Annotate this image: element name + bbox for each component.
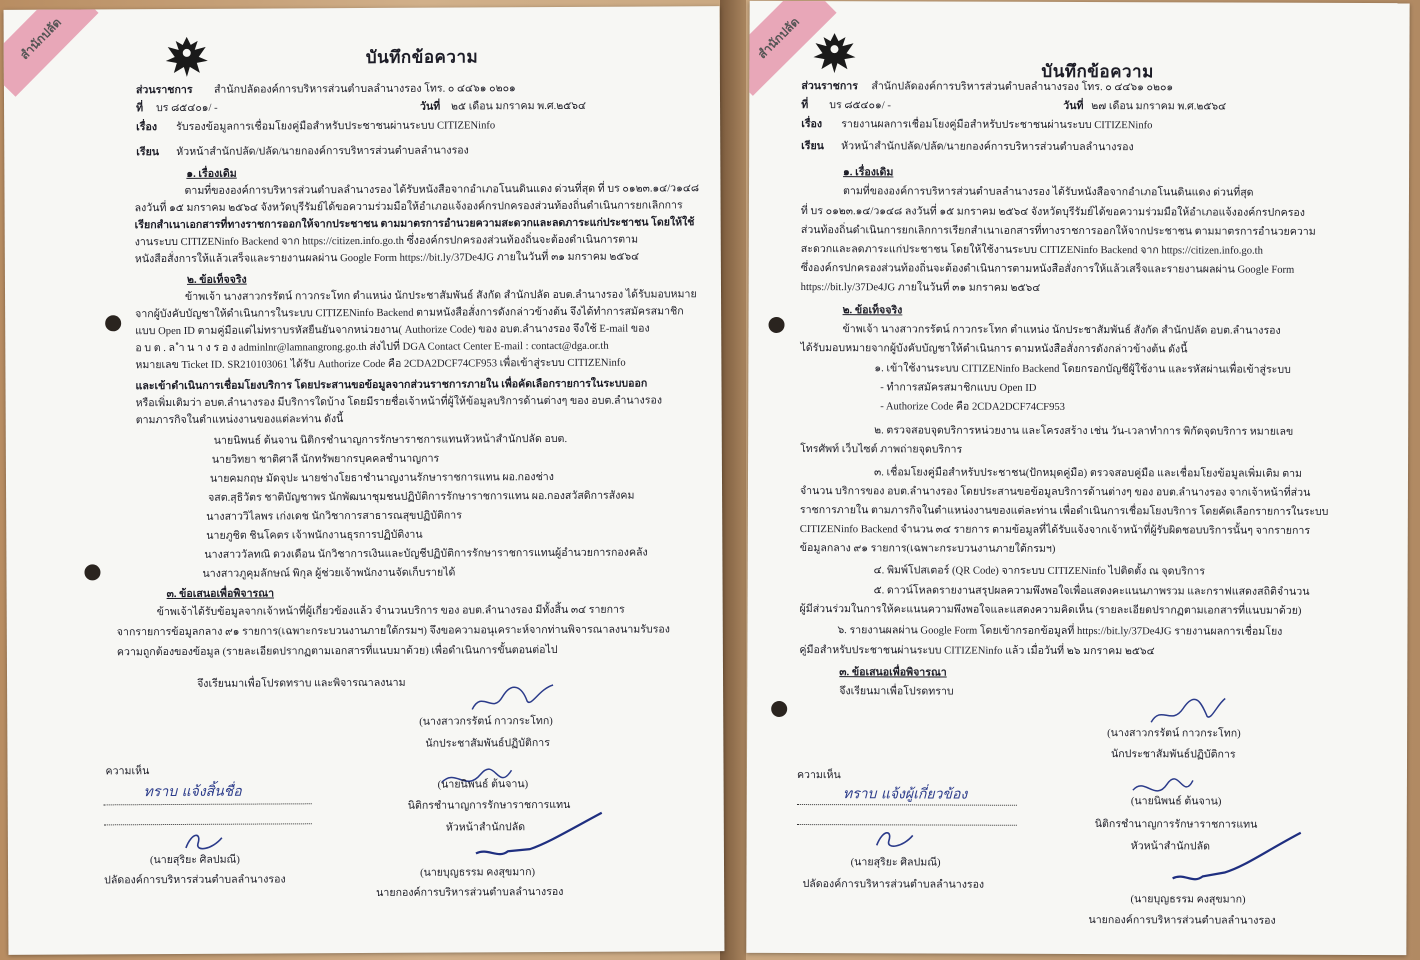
paragraph-line: ส่วนท้องถิ่นดำเนินการยกเลิกการเรียกสำเนาเอกสารที่ทางราชการออกให้จากประชาชน ตามมาตรการอำนวยความ xyxy=(800,225,1316,238)
paragraph-line: และเข้าดำเนินการเชื่อมโยงบริการ โดยประสานขอข้อมูลจากส่วนราชการภายใน เพื่อคัดเลือกรายการในระบบออก xyxy=(135,378,648,393)
paragraph-line: ตามภารกิจในตำแหน่งงานของแต่ละท่าน ดังนี้ xyxy=(135,414,344,427)
paragraph-line: ราชการภายใน ตามภารกิจในตำแหน่งงานของแต่ละท่าน เพื่อดำเนินการเชื่อมโยงบริการ โดยคัดเลือกรายการในระบบ xyxy=(799,505,1329,518)
punch-hole xyxy=(771,701,787,717)
paragraph-line: ความถูกต้องของข้อมูล (รายละเอียดปรากฏตามเอกสารที่แนบมาด้วย) เพื่อดำเนินการขั้นตอนต่อไป xyxy=(116,644,558,659)
paragraph-line: ซึ่งองค์กรปกครองส่วนท้องถิ่นจะต้องดำเนินการตามหนังสือสั่งการให้แล้วเสร็จและรายงานผลผ่าน Google Form xyxy=(800,263,1295,276)
paragraph-line: จำนวน บริการของ อบต.ลำนางรอง โดยประสานขอข้อมูลบริการด้านต่างๆ ของ อบต.ลำนางรอง จากเจ้าหน้าที่ส่วน xyxy=(799,486,1311,499)
paragraph-line: ลงวันที่ ๑๕ มกราคม ๒๕๖๔ จังหวัดบุรีรัมย์ได้ขอความร่วมมือให้อำเภอแจ้งองค์กรปกครองส่วนท้องถิ่นดำเนินการยกเลิกการ xyxy=(134,200,683,215)
staff-item: นายภูชิต ชินโคตร เจ้าพนักงานธุรการปฏิบัติงาน xyxy=(206,529,423,542)
signer-name: (นายบุญธรรม คงสุขมาก) xyxy=(420,867,536,879)
signature-icon xyxy=(1147,692,1227,732)
paragraph-line: เรียกสำเนาเอกสารที่ทางราชการออกให้จากประชาชน ตามมาตรการอำนวยความสะดวกและลดภาระแก่ประชาชน โดยให้ใช้ xyxy=(134,217,695,232)
subject-value: รับรองข้อมูลการเชื่อมโยงคู่มือสำหรับประชาชนผ่านระบบ CITIZENinfo xyxy=(176,120,496,133)
paragraph-line: จากรายการข้อมูลกลาง ๙๑ รายการ(เฉพาะกระบวนงานภายใต้กรมฯ) จึงขอความอนุเคราะห์จากท่านพิจารณาลงนามรับรอง xyxy=(116,624,670,639)
opinion-label: ความเห็น xyxy=(105,766,150,778)
department-stamp: สำนักปลัด xyxy=(4,6,99,97)
section-label: ส่วนราชการ xyxy=(801,81,858,93)
staff-item: นางสาวภูคุมลักษณ์ พิกุล ผู้ช่วยเจ้าพนักงานจัดเก็บรายได้ xyxy=(202,567,456,580)
paragraph-line: - Authorize Code คือ 2CDA2DCF74CF953 xyxy=(880,401,1065,413)
signature-icon xyxy=(467,679,557,719)
to-value: หัวหน้าสำนักปลัด/ปลัด/นายกองค์การบริหารส่วนตำบลลำนางรอง xyxy=(176,145,469,158)
paragraph-line: งานระบบ CITIZENinfo Backend จาก https://citizen.info.go.th ซึ่งองค์กรปกครองส่วนท้องถิ่นจะต้องดำเนินการตาม xyxy=(134,234,639,249)
no-value: บร ๘๕๔๐๑/ - xyxy=(156,102,218,115)
paragraph-line: ได้รับมอบหมายจากผู้บังคับบัญชาให้ดำเนินการ ตามหนังสือสั่งการดังกล่าวข้างต้น ดังนี้ xyxy=(800,343,1188,356)
paragraph-line: ๔. พิมพ์โปสเตอร์ (QR Code) จากระบบ CITIZENinfo ไปติดตั้ง ณ จุดบริการ xyxy=(873,565,1205,578)
table-gap xyxy=(720,0,746,960)
signature-icon xyxy=(1167,826,1307,890)
signer-position: นายกองค์การบริหารส่วนตำบลลำนางรอง xyxy=(376,886,564,899)
paragraph-line: ๑. เข้าใช้งานระบบ CITIZENinfo Backend โดยกรอกบัญชีผู้ใช้งาน และรหัสผ่านเพื่อเข้าสู่ระบบ xyxy=(874,363,1291,376)
to-label: เรียน xyxy=(801,141,824,153)
paragraph-line: ผู้มีส่วนร่วมในการให้คะแนนความพึงพอใจและแสดงความคิดเห็น (รายละเอียดปรากฏตามเอกสารที่แนบมาด้วย) xyxy=(799,604,1302,617)
garuda-emblem-icon xyxy=(809,29,859,77)
paragraph-line: ตามที่ขององค์การบริหารส่วนตำบลลำนางรอง ได้รับหนังสือจากอำเภอโนนดินแดง ด่วนที่สุด ที่ บร ๐๑๒๓.๑๔/ว๑๔๘ xyxy=(184,183,700,197)
memo-sheet-left xyxy=(4,6,725,955)
no-label: ที่ xyxy=(801,100,809,112)
heading-proposal: ๓. ข้อเสนอเพื่อพิจารณา xyxy=(166,588,275,601)
handwritten-opinion: ทราบ แจ้งผู้เกี่ยวข้อง xyxy=(842,786,968,803)
paragraph-line: หรือเพิ่มเติมว่า อบต.ลำนางรอง มีบริการใดบ้าง โดยมีรายชื่อเจ้าหน้าที่ผู้ให้ข้อมูลบริการด้านต่างๆ ของ อบต.ลำนางรอง xyxy=(135,395,663,410)
punch-hole xyxy=(105,315,121,331)
heading-proposal: ๓. ข้อเสนอเพื่อพิจารณา xyxy=(839,667,947,679)
staff-item: นายวิทยา ชาติศาลี นักทรัพยากรบุคคลชำนาญการ xyxy=(211,453,440,466)
section-value: สำนักปลัดองค์การบริหารส่วนตำบลลำนางรอง โทร. ๐ ๔๔๖๑ ๐๒๐๑ xyxy=(871,81,1174,94)
signature-icon xyxy=(178,824,228,858)
paragraph-line: คู่มือสำหรับประชาชนผ่านระบบ CITIZENinfo แล้ว เมื่อวันที่ ๒๖ มกราคม ๒๕๖๔ xyxy=(799,645,1155,658)
staff-item: นายนิพนธ์ ต้นจาน นิติกรชำนาญการรักษาราชการแทนหัวหน้าสำนักปลัด อบต. xyxy=(213,433,568,447)
subject-value: รายงานผลการเชื่อมโยงคู่มือสำหรับประชาชนผ่านระบบ CITIZENinfo xyxy=(841,119,1153,132)
signer-name: (นายบุญธรรม คงสุขมาก) xyxy=(1130,894,1246,906)
to-label: เรียน xyxy=(136,147,160,159)
paragraph-line: ๕. ดาวน์โหลดรายงานสรุปผลความพึงพอใจเพื่อแสดงคะแนนภาพรวม และกราฟแสดงสถิติจำนวน xyxy=(873,585,1310,598)
paragraph-line: ๒. ตรวจสอบจุดบริการหน่วยงาน และโครงสร้าง เช่น วัน-เวลาทำการ พิกัดจุดบริการ หมายเลข xyxy=(874,425,1294,438)
subject-label: เรื่อง xyxy=(801,119,823,131)
paragraph-line: - ทำการสมัครสมาชิกแบบ Open ID xyxy=(880,382,1037,394)
heading-facts: ๒. ข้อเท็จจริง xyxy=(186,274,247,286)
signer-position: หัวหน้าสำนักปลัด xyxy=(445,822,526,834)
signer-position: ปลัดองค์การบริหารส่วนตำบลลำนางรอง xyxy=(802,879,985,891)
opinion-line xyxy=(797,804,1017,806)
paragraph-line: ข้อมูลกลาง ๙๑ รายการ(เฉพาะกระบวนงานภายใต้กรมฯ) xyxy=(799,543,1056,555)
department-stamp: สำนักปลัด xyxy=(746,1,836,96)
opinion-line xyxy=(104,803,312,805)
signature-icon xyxy=(869,821,919,855)
date-label: วันที่ xyxy=(420,101,441,113)
paragraph-line: ๖. รายงานผลผ่าน Google Form โดยเข้ากรอกข้อมูลที่ https://bit.ly/37De4JG รายงานผลการเชื่อมโยง xyxy=(837,625,1283,638)
punch-hole xyxy=(84,564,100,580)
garuda-emblem-icon xyxy=(162,33,212,81)
memo-title: บันทึกข้อความ xyxy=(365,47,479,67)
heading-background: ๑. เรื่องเดิม xyxy=(186,168,237,180)
paragraph-line: อ บ ต . ล ำ น า ง ร อ ง adminlnr@lamnangrong.go.th ส่งไปที่ DGA Contact Center E-mail : contact@dga.or.th xyxy=(135,340,609,355)
to-value: หัวหน้าสำนักปลัด/ปลัด/นายกองค์การบริหารส่วนตำบลลำนางรอง xyxy=(841,141,1134,154)
date-value: ๒๗ เดือน มกราคม พ.ศ.๒๕๖๔ xyxy=(1091,101,1227,113)
paragraph-line: ๓. เชื่อมโยงคู่มือสำหรับประชาชน(ปักหมุดคู่มือ) ตรวจสอบคู่มือ และเชื่อมโยงข้อมูลเพิ่มเติม ตาม xyxy=(873,467,1303,480)
signer-position: ปลัดองค์การบริหารส่วนตำบลลำนางรอง xyxy=(104,874,286,887)
punch-hole xyxy=(769,317,785,333)
signer-position: นักประชาสัมพันธ์ปฏิบัติการ xyxy=(1111,749,1236,761)
staff-item: นางสาววัลทณิ ดวงเดือน นักวิชาการเงินและบัญชีปฏิบัติการรักษาราชการแทนผู้อำนวยการกองคลัง xyxy=(204,547,648,561)
handwritten-opinion: ทราบ แจ้งสิ้นชื่อ xyxy=(143,783,242,801)
signer-name: (นายนิพนธ์ ต้นจาน) xyxy=(1130,796,1222,808)
paragraph-line: จากผู้บังคับบัญชาให้ดำเนินการในระบบ CITIZENinfo Backend ตามหนังสือสั่งการดังกล่าวข้างต้น จึงได้ทำการสมัครสมาชิก xyxy=(135,306,684,321)
paragraph-line: ที่ บร ๐๑๒๓.๑๔/ว๑๔๘ ลงวันที่ ๑๕ มกราคม ๒๕๖๔ จังหวัดบุรีรัมย์ได้ขอความร่วมมือให้อำเภอแจ้งองค์กรปกครอง xyxy=(800,206,1305,219)
signer-name: (นายสุริยะ ศิลปมณี) xyxy=(149,854,240,867)
paragraph-line: ข้าพเจ้า นางสาวกรรัตน์ กาวกระโทก ตำแหน่ง นักประชาสัมพันธ์ สังกัด สำนักปลัด อบต.ลำนางรอง ได้รับมอบหมาย xyxy=(185,289,697,303)
signer-position: นายกองค์การบริหารส่วนตำบลลำนางรอง xyxy=(1088,915,1276,927)
staff-item: นางสาววิไลพร เก่งเดช นักวิชาการสาธารณสุขปฏิบัติการ xyxy=(206,510,462,523)
paragraph-line: หมายเลข Ticket ID. SR210103061 ได้รับ Authorize Code คือ 2CDA2DCF74CF953 เพื่อเข้าสู่ระบบ CITIZENinfo xyxy=(135,357,626,372)
paragraph-line: สะดวกและลดภาระแก่ประชาชน โดยให้ใช้งานระบบ CITIZENinfo Backend จาก https://citizen.info.go.th xyxy=(800,244,1263,257)
opinion-label: ความเห็น xyxy=(796,770,841,782)
closing-line: จึงเรียนมาเพื่อโปรดทราบ xyxy=(839,686,954,698)
paragraph-line: CITIZENinfo Backend จำนวน ๓๔ รายการ ตามข้อมูลที่ได้รับแจ้งจากเจ้าหน้าที่ผู้รับผิดชอบบริการนั้นๆ จากรายการ xyxy=(799,524,1311,537)
subject-label: เรื่อง xyxy=(136,122,158,134)
paragraph-line: หนังสือสั่งการให้แล้วเสร็จและรายงานผลผ่าน Google Form https://bit.ly/37De4JG ภายในวันที่ ๓๑ มกราคม ๒๕๖๔ xyxy=(134,251,640,266)
signer-name: (นายนิพนธ์ ต้นจาน) xyxy=(437,779,529,791)
signer-position: นิติกรชำนาญการรักษาราชการแทน xyxy=(407,799,571,812)
no-label: ที่ xyxy=(136,103,144,115)
section-label: ส่วนราชการ xyxy=(135,84,193,97)
signer-name: (นางสาวกรรัตน์ กาวกระโทก) xyxy=(1107,728,1241,740)
closing-line: จึงเรียนมาเพื่อโปรดทราบ และพิจารณาลงนาม xyxy=(197,677,406,690)
signer-name: (นางสาวกรรัตน์ กาวกระโทก) xyxy=(419,716,553,728)
heading-facts: ๒. ข้อเท็จจริง xyxy=(842,305,903,317)
paragraph-line: ตามที่ขององค์การบริหารส่วนตำบลลำนางรอง ได้รับหนังสือจากอำเภอโนนดินแดง ด่วนที่สุด xyxy=(842,186,1254,199)
signer-position: นักประชาสัมพันธ์ปฏิบัติการ xyxy=(425,738,550,750)
paragraph-line: ข้าพเจ้า นางสาวกรรัตน์ กาวกระโทก ตำแหน่ง นักประชาสัมพันธ์ สังกัด สำนักปลัด อบต.ลำนางรอง xyxy=(842,324,1281,337)
signer-name: (นายสุริยะ ศิลปมณี) xyxy=(850,857,941,869)
no-value: บร ๘๕๔๐๑/ - xyxy=(829,100,891,112)
date-label: วันที่ xyxy=(1063,100,1084,113)
paragraph-line: ข้าพเจ้าได้รับข้อมูลจากเจ้าหน้าที่ผู้เกี่ยวข้องแล้ว จำนวนบริการ ของ อบต.ลำนางรอง มีทั้งสิ้น ๓๔ รายการ xyxy=(156,604,625,619)
paragraph-line: โทรศัพท์ เว็บไซต์ ภาพถ่ายจุดบริการ xyxy=(800,444,963,456)
section-value: สำนักปลัดองค์การบริหารส่วนตำบลลำนางรอง โทร. ๐ ๔๔๖๑ ๐๒๐๑ xyxy=(213,83,516,96)
paragraph-line: แบบ Open ID ตามคู่มือแต่ไม่ทราบรหัสยืนยันจากหน่วยงาน( Authorize Code) ของ อบต.ลำนางรอง จึงใช้ E-mail ของ xyxy=(135,323,650,338)
signer-position: นิติกรชำนาญการรักษาราชการแทน xyxy=(1094,819,1258,831)
memo-title: บันทึกข้อความ xyxy=(1041,61,1154,82)
date-value: ๒๕ เดือน มกราคม พ.ศ.๒๕๖๔ xyxy=(451,100,586,113)
heading-background: ๑. เรื่องเดิม xyxy=(843,167,894,179)
signature-icon xyxy=(468,807,608,868)
staff-item: จสต.สุธิวัตร ชาติบัญชาพร นักพัฒนาชุมชนปฏิบัติการรักษาราชการแทน ผอ.กองสวัสดิการสังคม xyxy=(208,490,635,504)
memo-sheet-right xyxy=(746,1,1409,955)
signer-position: หัวหน้าสำนักปลัด xyxy=(1130,841,1211,853)
staff-item: นายคมกฤษ มัดจุปะ นายช่างโยธาชำนาญงานรักษาราชการแทน ผอ.กองช่าง xyxy=(209,472,554,485)
paragraph-line: https://bit.ly/37De4JG ภายในวันที่ ๓๑ มกราคม ๒๕๖๔ xyxy=(800,282,1041,294)
